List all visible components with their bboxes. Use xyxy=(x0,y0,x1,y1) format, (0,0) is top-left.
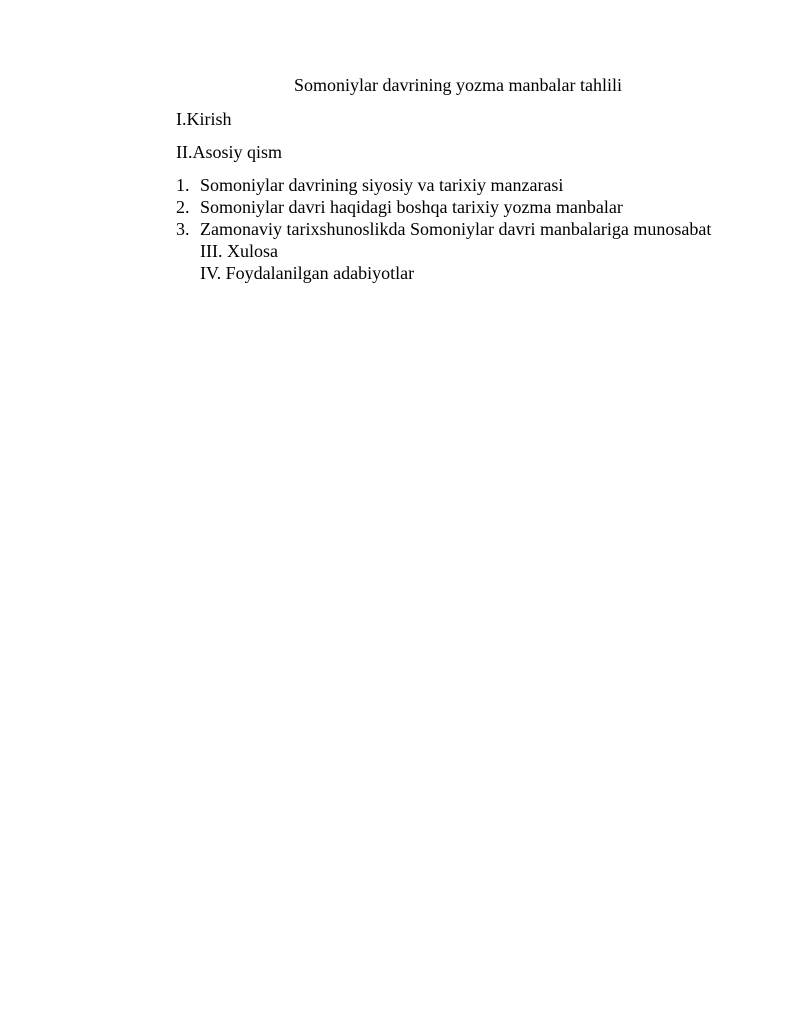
list-item-number: 3. xyxy=(176,219,190,239)
section-main-part: II.Asosiy qism xyxy=(176,142,283,162)
list-item-number: 1. xyxy=(176,175,190,195)
list-item xyxy=(176,196,711,218)
list-item xyxy=(176,174,711,196)
list-item-text: Somoniylar davri haqidagi boshqa tarixiy yozma manbalar xyxy=(200,197,623,217)
section-references: IV. Foydalanilgan adabiyotlar xyxy=(200,263,415,283)
main-part-list xyxy=(176,174,711,240)
list-item-text: Somoniylar davrining siyosiy va tarixiy manzarasi xyxy=(200,175,564,195)
list-item-number: 2. xyxy=(176,197,190,217)
list-item xyxy=(176,218,711,240)
list-item-text: Zamonaviy tarixshunoslikda Somoniylar davri manbalariga munosabat xyxy=(200,219,712,239)
section-conclusion: III. Xulosa xyxy=(200,241,278,261)
document-title: Somoniylar davrining yozma manbalar tahlili xyxy=(294,75,622,95)
section-intro: I.Kirish xyxy=(176,109,232,129)
